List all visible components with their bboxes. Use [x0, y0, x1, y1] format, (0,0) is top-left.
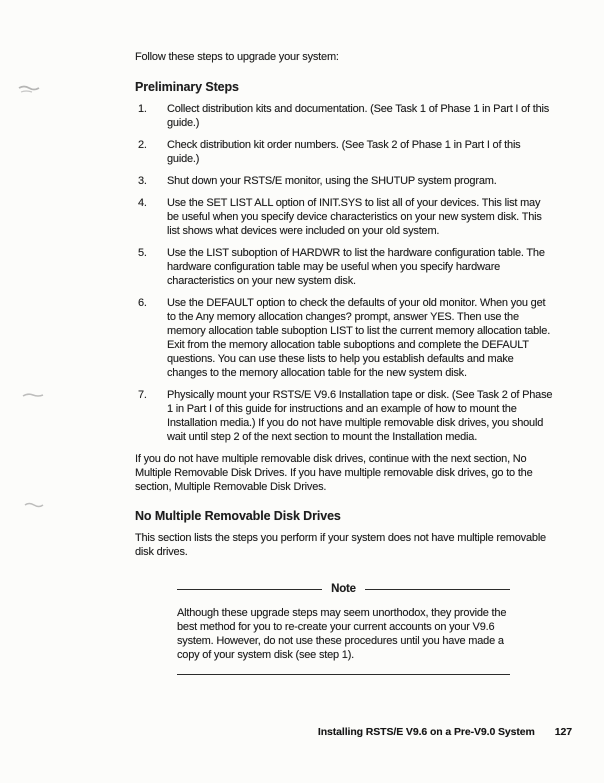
step-item [135, 174, 553, 188]
note-rule-bottom [177, 674, 510, 675]
step-item [135, 388, 553, 444]
preliminary-steps-list [135, 102, 553, 444]
step-text: Use the LIST suboption of HARDWR to list the hardware configuration table. The hardware configuration table may be useful when you specify hardware characteristics on your new system disk. [167, 247, 545, 287]
step-text: Collect distribution kits and documentation. (See Task 1 of Phase 1 in Part I of this guide.) [167, 103, 550, 129]
step-text: Physically mount your RSTS/E V9.6 Installation tape or disk. (See Task 2 of Phase 1 in Part I of this guide for instructions and an example of how to mount the Installation media.) If you do not have multiple removable disk drives, you should wait until step 2 of the next section to mount the Installation media. [167, 389, 553, 443]
no-multiple-paragraph: This section lists the steps you perform if your system does not have multiple removable disk drives. [135, 532, 546, 558]
step-item [135, 246, 553, 288]
note-rule-left [177, 589, 322, 590]
step-number: 1. [138, 103, 147, 115]
step-item [135, 102, 553, 130]
page-number: 127 [554, 726, 572, 738]
section-heading-preliminary-steps: Preliminary Steps [135, 80, 239, 94]
note-text: Although these upgrade steps may seem unorthodox, they provide the best method for you to re-create your current accounts on your V9.6 system. However, do not use these procedures until you have made a copy of your system disk (see step 1). [177, 607, 507, 661]
note-header [177, 581, 510, 596]
step-text: Shut down your RSTS/E monitor, using the SHUTUP system program. [167, 175, 497, 187]
step-number: 3. [138, 175, 147, 187]
step-number: 5. [138, 247, 147, 259]
step-text: Use the DEFAULT option to check the defaults of your old monitor. When you get to the Any memory allocation changes? prompt, answer YES. Then use the memory allocation table suboption LIST to list the current memory allocation table. Exit from the memory allocation table suboptions and complete the DEFAULT questions. You can use these lists to help you establish defaults and make changes to the memory allocation table for the new system disk. [167, 297, 551, 379]
page-body [135, 50, 553, 675]
step-number: 7. [138, 389, 147, 401]
page-footer [318, 726, 572, 738]
step-number: 4. [138, 197, 147, 209]
note-callout [177, 581, 510, 675]
transition-paragraph: If you do not have multiple removable disk drives, continue with the next section, No Multiple Removable Disk Drives. If you have multiple removable disk drives, go to the section, Multiple Removable Disk Drives. [135, 453, 533, 493]
intro-paragraph: Follow these steps to upgrade your system: [135, 51, 339, 63]
step-item [135, 138, 553, 166]
pencil-mark-icon [24, 501, 44, 509]
section-heading-no-multiple-removable-disk-drives: No Multiple Removable Disk Drives [135, 509, 341, 523]
step-text: Use the SET LIST ALL option of INIT.SYS to list all of your devices. This list may be useful when you specify device characteristics on your new system disk. This list shows what devices were included on your old system. [167, 197, 542, 237]
step-item [135, 296, 553, 380]
step-item [135, 196, 553, 238]
step-number: 6. [138, 297, 147, 309]
pencil-mark-icon [22, 391, 44, 399]
note-label: Note [331, 582, 356, 595]
step-text: Check distribution kit order numbers. (See Task 2 of Phase 1 in Part I of this guide.) [167, 139, 521, 165]
step-number: 2. [138, 139, 147, 151]
note-rule-right [365, 589, 510, 590]
pencil-mark-icon [17, 83, 41, 95]
footer-title: Installing RSTS/E V9.6 on a Pre-V9.0 System [317, 726, 535, 738]
